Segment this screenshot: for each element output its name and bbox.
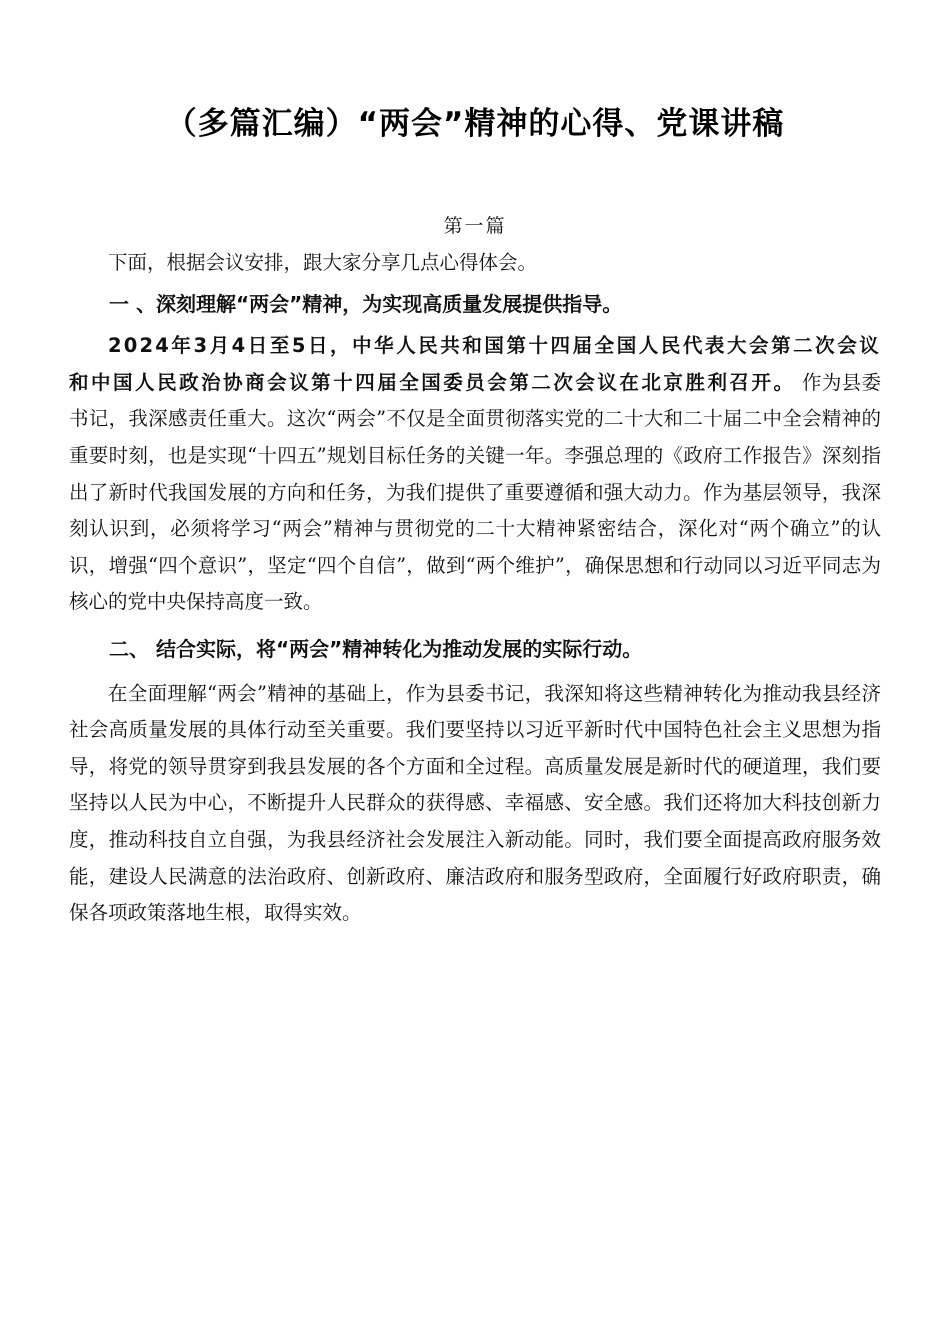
section-heading-1: 一 、深刻理解“两会”精神，为实现高质量发展提供指导。 <box>109 291 623 316</box>
intro-paragraph: 下面，根据会议安排，跟大家分享几点心得体会。 <box>108 251 538 274</box>
paragraph-1-text: 作为县委书记，我深感责任重大。这次“两会”不仅是全面贯彻落实党的二十大和二十届二中全会精神的重要时刻，也是实现“十四五”规划目标任务的关键一年。李强总理的《政府工作报告》深刻指出了新时代我国发展的方向和任务，为我们提供了重要遵循和强大动力。作为基层领导，我深刻认识到，必须将学习“两会”精神与贯彻党的二十大精神紧密结合，深化对“两个确立”的认识，增强“四个意识”，坚定“四个自信”，做到“两个维护”，确保思想和行动同以习近平同志为核心的党中央保持高度一致。 <box>69 370 881 614</box>
section-label: 第一篇 <box>443 215 507 237</box>
section-heading-2: 二、 结合实际，将“两会”精神转化为推动发展的实际行动。 <box>109 636 643 661</box>
paragraph-1-lead: 2024年3月4日至5日，中华人民共和国第十四届全国人民代表大会第二次会议和中国人民政治协商会议第十四届全国委员会第二次会议在北京胜利召开。 <box>69 334 881 394</box>
paragraph-2: 在全面理解“两会”精神的基础上，作为县委书记，我深知将这些精神转化为推动我县经济社会高质量发展的具体行动至关重要。我们要坚持以习近平新时代中国特色社会主义思想为指导，将党的领导贯穿到我县发展的各个方面和全过程。高质量发展是新时代的硬道理，我们要坚持以人民为中心，不断提升人民群众的获得感、幸福感、安全感。我们还将加大科技创新力度，推动科技自立自强，为我县经济社会发展注入新动能。同时，我们要全面提高政府服务效能，建设人民满意的法治政府、创新政府、廉洁政府和服务型政府，全面履行好政府职责，确保各项政策落地生根，取得实效。 <box>69 681 881 925</box>
paragraph-1 <box>69 328 881 621</box>
document-title: （多篇汇编）“两会”精神的心得、党课讲稿 <box>165 106 785 142</box>
document-body <box>69 245 881 932</box>
